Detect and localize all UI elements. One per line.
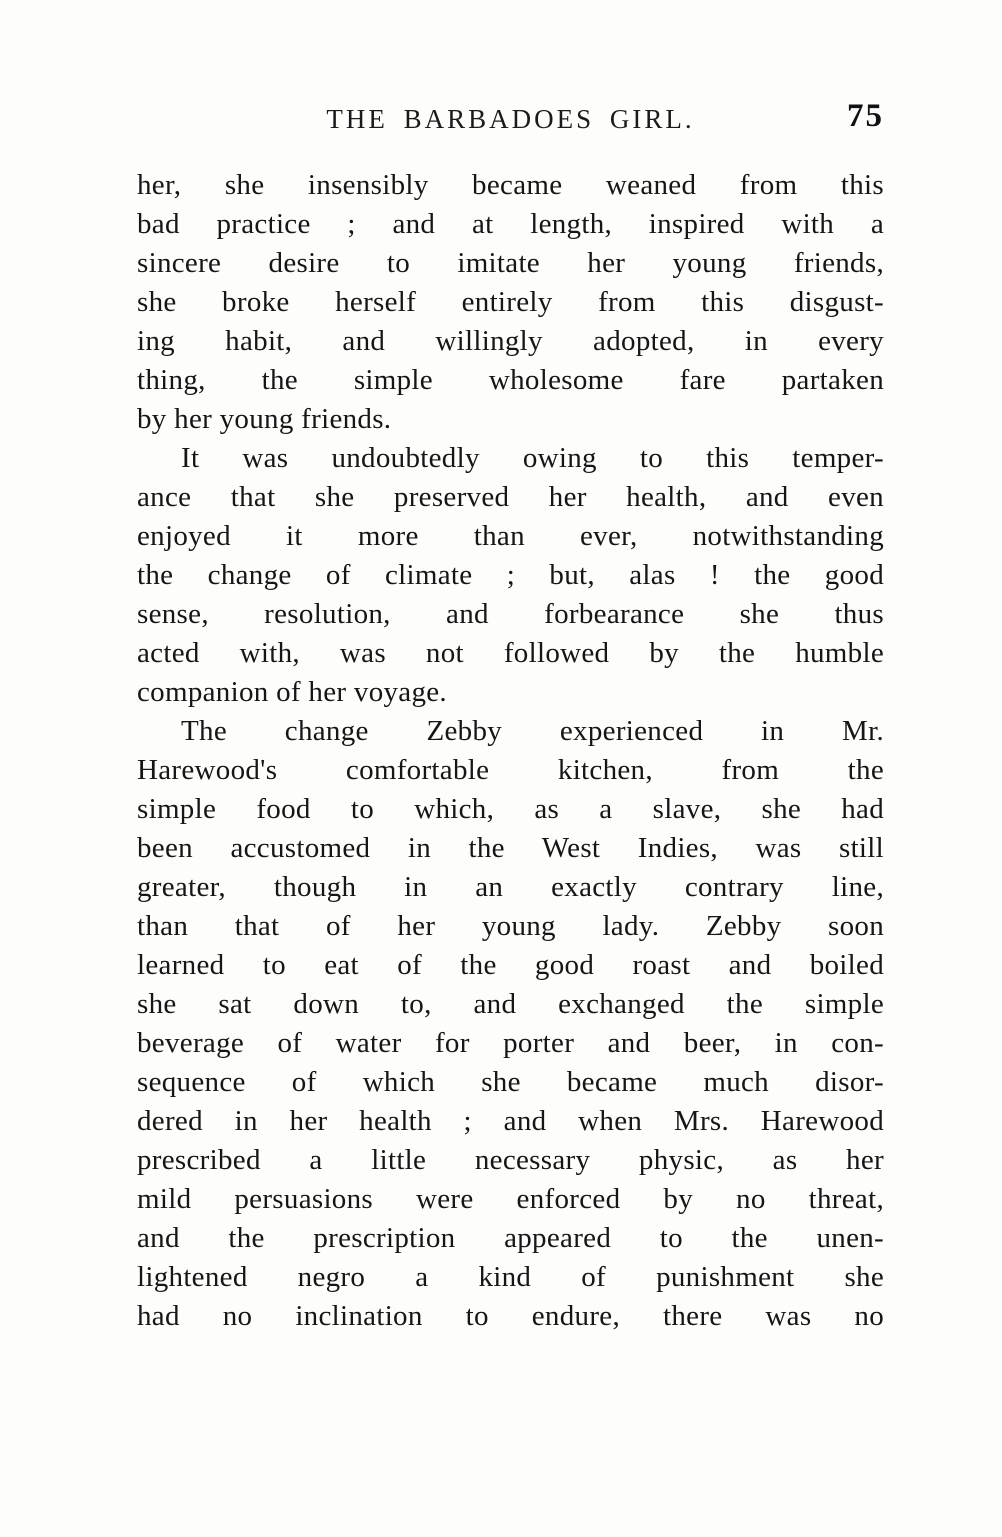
- paragraph: [137, 166, 884, 439]
- text-line: the change of climate ; but, alas ! the good: [137, 559, 884, 591]
- text-line: companion of her voyage.: [137, 676, 447, 708]
- text-line: ing habit, and willingly adopted, in every: [137, 325, 884, 357]
- text-line: sincere desire to imitate her young friends,: [137, 247, 884, 279]
- text-line: had no inclination to endure, there was no: [137, 1300, 884, 1332]
- text-line: ance that she preserved her health, and even: [137, 481, 884, 513]
- text-line: thing, the simple wholesome fare partaken: [137, 364, 884, 396]
- text-line: learned to eat of the good roast and boiled: [137, 949, 884, 981]
- text-line: she broke herself entirely from this disgust-: [137, 286, 884, 318]
- text-line: simple food to which, as a slave, she had: [137, 793, 884, 825]
- text-line: enjoyed it more than ever, notwithstanding: [137, 520, 884, 552]
- text-line: she sat down to, and exchanged the simple: [137, 988, 884, 1020]
- running-head: [137, 98, 884, 142]
- text-line: beverage of water for porter and beer, in con-: [137, 1027, 884, 1059]
- text-line: mild persuasions were enforced by no threat,: [137, 1183, 884, 1215]
- text-line: dered in her health ; and when Mrs. Harewood: [137, 1105, 884, 1137]
- text-line: sequence of which she became much disor-: [137, 1066, 884, 1098]
- text-line: Harewood's comfortable kitchen, from the: [137, 754, 884, 786]
- paragraph: [137, 712, 884, 1336]
- text-line: It was undoubtedly owing to this temper-: [181, 442, 884, 474]
- page-number: 75: [847, 98, 884, 134]
- text-line: The change Zebby experienced in Mr.: [181, 715, 884, 747]
- page-body: [137, 166, 884, 1336]
- text-line: her, she insensibly became weaned from this: [137, 169, 884, 201]
- running-head-title: THE BARBADOES GIRL.: [326, 104, 695, 134]
- text-line: than that of her young lady. Zebby soon: [137, 910, 884, 942]
- text-line: and the prescription appeared to the unen-: [137, 1222, 884, 1254]
- text-line: by her young friends.: [137, 403, 392, 435]
- text-line: been accustomed in the West Indies, was still: [137, 832, 884, 864]
- text-line: prescribed a little necessary physic, as her: [137, 1144, 884, 1176]
- text-line: sense, resolution, and forbearance she thus: [137, 598, 884, 630]
- text-line: lightened negro a kind of punishment she: [137, 1261, 884, 1293]
- paragraph: [137, 439, 884, 712]
- text-line: acted with, was not followed by the humble: [137, 637, 884, 669]
- text-column: [137, 98, 884, 1336]
- text-line: greater, though in an exactly contrary line,: [137, 871, 884, 903]
- text-line: bad practice ; and at length, inspired with a: [137, 208, 884, 240]
